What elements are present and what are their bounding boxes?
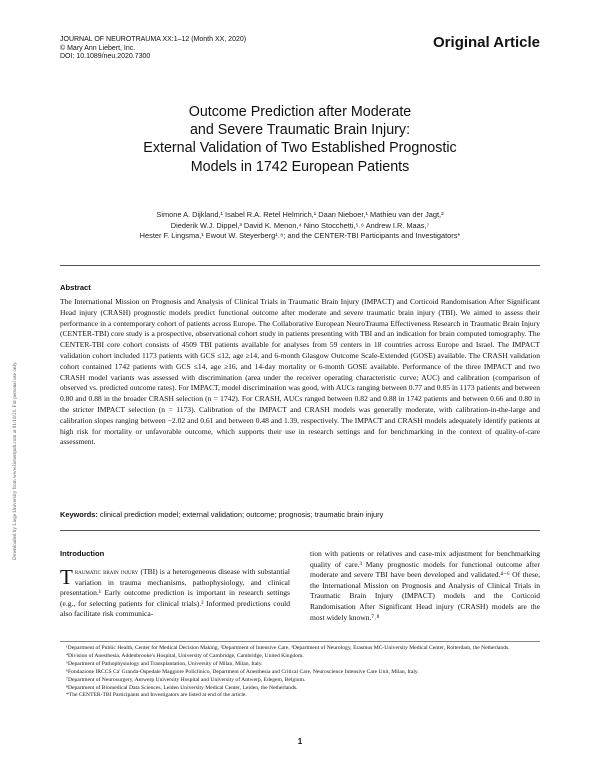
author-line: Simone A. Dijkland,¹ Isabel R.A. Retel Helmrich,¹ Daan Nieboer,¹ Mathieu van der Jagt,² bbox=[156, 210, 444, 219]
intro-left-column bbox=[60, 549, 290, 620]
page-number: 1 bbox=[297, 737, 303, 746]
doi-line: DOI: 10.1089/neu.2020.7300 bbox=[60, 53, 151, 60]
title-line: Models in 1742 European Patients bbox=[190, 158, 410, 175]
title-line: and Severe Traumatic Brain Injury: bbox=[189, 122, 411, 139]
keywords-label: Keywords: bbox=[60, 510, 98, 519]
affiliations-rule bbox=[60, 641, 540, 642]
article-type: Original Article bbox=[433, 34, 540, 51]
journal-meta bbox=[60, 36, 246, 62]
intro-paragraph bbox=[60, 567, 290, 620]
title-line: External Validation of Two Established Prognostic bbox=[143, 140, 457, 157]
author-line: Hester F. Lingsma,¹ Ewout W. Steyerberg¹˒⁸; and the CENTER-TBI Participants and Investigators* bbox=[139, 231, 461, 241]
affiliation: *The CENTER-TBI Participants and Investigators are listed at end of the article. bbox=[66, 692, 247, 699]
journal-line: JOURNAL OF NEUROTRAUMA XX:1–12 (Month XX, 2020) bbox=[60, 36, 247, 43]
intro-smallcaps: raumatic brain injury bbox=[74, 567, 139, 576]
copyright-line: © Mary Ann Liebert, Inc. bbox=[60, 44, 136, 52]
affiliation: ⁶Fondazione IRCCS Ca' Granda-Ospedale Maggiore Policlinico, Department of Anesthesia and Critical Care, Neuroscience Intensive Care Unit, Milan, Italy. bbox=[66, 668, 419, 675]
abstract-body: The International Mission on Prognosis and Analysis of Clinical Trials in Traumatic Brain Injury (IMPACT) and Corticoid Randomisation After Significant Head injury (CRASH) prognostic models predict functional outcome after moderate and severe traumatic brain injury (TBI). We aimed to assess their performance in a contemporary cohort of patients across Europe. The Collaborative European NeuroTrauma Effectiveness Research in Traumatic Brain Injury (CENTER-TBI) core study is a prospective, observational cohort study in patients presenting with TBI and an indication for brain computed tomography. The CENTER-TBI core cohort consists of 4509 TBI patients available for analyses from 59 centers in 18 countries across Europe and Israel. The IMPACT validation cohort included 1173 patients with GCS ≤12, age ≥14, and 6-month Glasgow Outcome Scale-Extended (GOSE) available. The CRASH validation cohort contained 1742 patients with GCS ≤14, age ≥16, and 14-day mortality or 6-month GOSE available. Performance of the three IMPACT and two CRASH model variants was assessed with discrimination (area under the receiver operating characteristic curve; AUC) and calibration (comparison of observed vs. predicted outcome rates). For IMPACT, model discrimination was good, with AUCs ranging between 0.77 and 0.85 in 1173 patients and between 0.80 and 0.88 in the broader CRASH selection (n = 1742). For CRASH, AUCs ranged between 0.82 and 0.88 in 1742 patients and between 0.66 and 0.80 in the stricter IMPACT selection (n = 1173). Calibration of the IMPACT and CRASH models was generally moderate, with calibration-in-the-large and calibration slopes ranging between −2.02 and 0.61 and between 0.48 and 1.39, respectively. The IMPACT and CRASH models adequately identify patients at high risk for mortality or unfavorable outcome, which supports their use in research settings and for benchmarking in the context of quality-of-care assessment. bbox=[60, 297, 540, 447]
affiliation: ¹Department of Public Health, Center for Medical Decision Making, ²Department of Intensive Care, ³Department of Neurology, Erasmus MC-University Medical Center, Rotterdam, the Netherlands. bbox=[66, 645, 510, 651]
intro-left-text: (TBI) is a heterogeneous disease with substantial variation in trauma mechanisms, pathophysiology, and clinical presentation.¹ Early outcome prediction is important in research settings (e.g., for selecting patients for clinical trials).² Informed predictions could also facilitate risk communica- bbox=[60, 567, 290, 619]
download-notice bbox=[0, 0, 18, 776]
author-list bbox=[60, 210, 540, 242]
abstract-bottom-rule bbox=[60, 530, 540, 531]
intro-right-column bbox=[310, 549, 540, 623]
affiliations bbox=[60, 645, 540, 700]
paper-title bbox=[60, 103, 540, 176]
intro-right-text: tion with patients or relatives and case-mix adjustment for benchmarking quality of care.³ Many prognostic models for functional outcome after moderate and severe TBI have been developed and validated.⁴⁻⁶ Of these, the International Mission on Prognosis and Analysis of Clinical Trials in Traumatic Brain Injury (IMPACT) models and the Corticoid Randomisation After Significant Head injury (CRASH) models are the most widely known.⁷˒⁸ bbox=[310, 549, 540, 622]
title-line: Outcome Prediction after Moderate bbox=[188, 104, 412, 120]
download-notice-text: Downloaded by Liege University from www.liebertpub.com at 01/10/21. For personal use only. bbox=[12, 361, 18, 560]
keywords-text: clinical prediction model; external validation; outcome; prognosis; traumatic brain injury bbox=[97, 510, 384, 519]
affiliation: ⁷Department of Neurosurgery, Antwerp University Hospital and University of Antwerp, Edegem, Belgium. bbox=[66, 676, 306, 683]
affiliation: ⁵Department of Pathophysiology and Transplantation, University of Milan, Milan, Italy. bbox=[66, 660, 263, 667]
affiliation: ⁸Department of Biomedical Data Sciences, Leiden University Medical Center, Leiden, the Netherlands. bbox=[66, 684, 298, 691]
abstract-top-rule bbox=[60, 265, 540, 266]
affiliation: ⁴Division of Anesthesia, Addenbrooke's Hospital, University of Cambridge, Cambridge, United Kingdom. bbox=[66, 652, 304, 659]
drop-cap: T bbox=[60, 565, 73, 589]
intro-heading: Introduction bbox=[60, 549, 105, 558]
author-line: Diederik W.J. Dippel,³ David K. Menon,⁴ Nino Stocchetti,⁵˒⁶ Andrew I.R. Maas,⁷ bbox=[170, 220, 430, 230]
abstract-heading: Abstract bbox=[60, 283, 91, 292]
keywords bbox=[60, 510, 540, 519]
